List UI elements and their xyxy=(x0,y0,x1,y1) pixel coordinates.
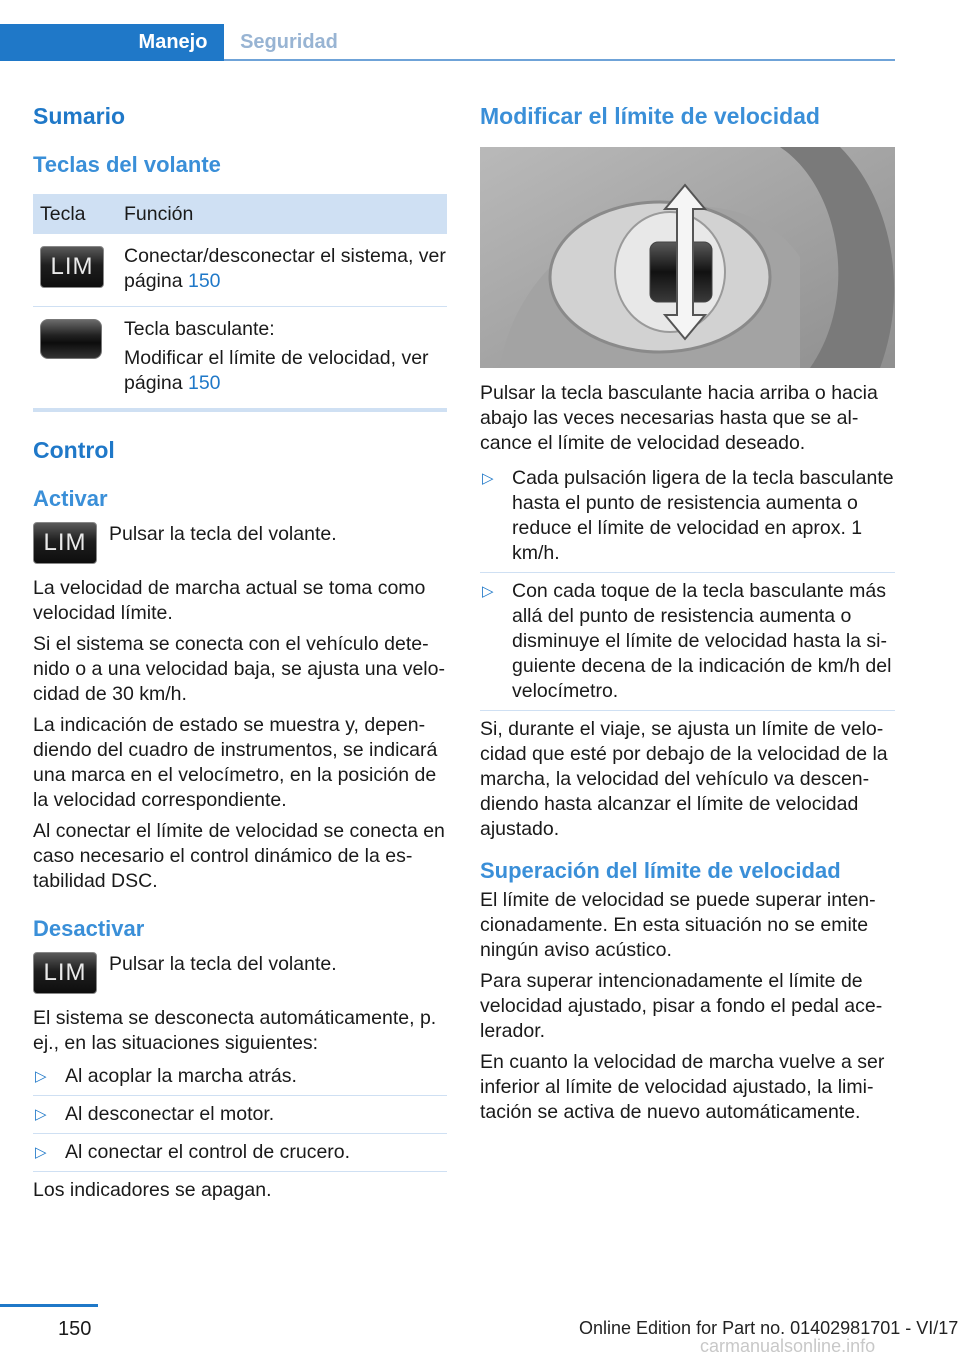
triangle-bullet-icon: ▷ xyxy=(35,1144,47,1161)
watermark: carmanualsonline.info xyxy=(700,1336,876,1356)
list-item: ▷ Al conectar el control de crucero. xyxy=(33,1140,447,1172)
situations-list xyxy=(33,1064,447,1172)
subsection-title-desactivar: Desactivar xyxy=(33,916,145,941)
section-title-sumario: Sumario xyxy=(33,103,126,129)
page-link[interactable]: 150 xyxy=(187,372,221,394)
triangle-bullet-icon: ▷ xyxy=(35,1106,47,1123)
table-header-tecla: Tecla xyxy=(33,194,124,234)
table-header-row xyxy=(33,194,447,234)
section-title-modificar: Modificar el límite de velocidad xyxy=(480,103,820,129)
footer-rule xyxy=(0,1304,98,1307)
tab-manejo[interactable]: Manejo xyxy=(122,24,224,61)
triangle-bullet-icon: ▷ xyxy=(35,1068,47,1085)
table-row xyxy=(33,234,447,307)
paragraph: El límite de velocidad se puede superar intencionadamente. En esta situación no se emite ningún aviso acústico. xyxy=(480,889,876,961)
lim-button-icon: LIM xyxy=(33,952,97,994)
right-column xyxy=(480,100,895,1125)
paragraph: En cuanto la velocidad de marcha vuelve a ser inferior al límite de velocidad ajustado, la limitación se activa de nuevo automáticamente. xyxy=(480,1051,885,1123)
section-title-control: Control xyxy=(33,437,115,463)
steering-wheel-illustration xyxy=(480,147,895,368)
paragraph: Si, durante el viaje, se ajusta un límite de velocidad que esté por debajo de la velocidad de la marcha, la velocidad del vehículo va descendiendo hasta alcanzar el límite de velocidad ajustado. xyxy=(480,718,888,840)
steering-wheel-rocker-photo xyxy=(480,147,895,368)
table-cell-function: Conectar/desconectar el sistema, ver página 150 xyxy=(124,234,447,307)
tab-underline xyxy=(224,59,895,61)
paragraph: La indicación de estado se muestra y, dependiendo del cuadro de instrumentos, se indicará una marca en el velocímetro, en la posición de la velocidad correspondiente. xyxy=(33,714,438,811)
keys-table xyxy=(33,194,447,412)
subsection-title-superacion: Superación del límite de velocidad xyxy=(480,858,841,883)
lim-button-icon: LIM xyxy=(40,246,104,288)
paragraph: El sistema se desconecta automáticamente, p. ej., en las situaciones siguientes: xyxy=(33,1007,437,1054)
list-item: ▷ Con cada toque de la tecla basculante más allá del punto de resistencia aumenta o disminuye el límite de velocidad hasta la siguiente decena de la indicación de km/h del velocímetro. xyxy=(480,579,895,711)
table-header-funcion: Función xyxy=(124,194,447,234)
rocker-switch-icon xyxy=(40,319,102,359)
lim-button-icon: LIM xyxy=(33,522,97,564)
subsection-title-activar: Activar xyxy=(33,486,108,511)
paragraph: Pulsar la tecla basculante hacia arriba o hacia abajo las veces necesarias hasta que se alcance el límite de velocidad deseado. xyxy=(480,382,878,454)
rocker-actions-list xyxy=(480,466,895,711)
paragraph: Los indicadores se apagan. xyxy=(33,1179,272,1201)
desactivar-instruction: LIM Pulsar la tecla del volante. xyxy=(33,952,447,994)
paragraph: Para superar intencionadamente el límite de velocidad ajustado, pisar a fondo el pedal acelerador. xyxy=(480,970,883,1042)
page-link[interactable]: 150 xyxy=(187,270,221,292)
activar-instruction: LIM Pulsar la tecla del volante. xyxy=(33,522,447,564)
tab-spacer xyxy=(0,24,122,61)
triangle-bullet-icon: ▷ xyxy=(482,583,494,600)
paragraph: Al conectar el límite de velocidad se conecta en caso necesario el control dinámico de la estabilidad DSC. xyxy=(33,820,445,892)
chapter-tab-bar xyxy=(0,0,895,62)
list-item: ▷ Cada pulsación ligera de la tecla basculante hasta el punto de resistencia aumenta o reduce el límite de velocidad en aprox. 1 km/h. xyxy=(480,466,895,573)
list-item: ▷ Al desconectar el motor. xyxy=(33,1102,447,1134)
left-column xyxy=(33,100,447,1203)
triangle-bullet-icon: ▷ xyxy=(482,470,494,487)
page-number: 150 xyxy=(58,1318,92,1340)
tab-seguridad[interactable]: Seguridad xyxy=(240,31,338,53)
paragraph: Si el sistema se conecta con el vehículo detenido o a una velocidad baja, se ajusta una velocidad de 30 km/h. xyxy=(33,633,445,705)
edition-note: Online Edition for Part no. 01402981701 - VI/17 xyxy=(579,1318,959,1338)
paragraph: La velocidad de marcha actual se toma como velocidad límite. xyxy=(33,577,426,624)
table-cell-function: Tecla basculante: Modificar el límite de velocidad, ver página 150 xyxy=(124,307,447,411)
list-item: ▷ Al acoplar la marcha atrás. xyxy=(33,1064,447,1096)
subsection-title-teclas: Teclas del volante xyxy=(33,152,221,177)
table-row xyxy=(33,307,447,411)
